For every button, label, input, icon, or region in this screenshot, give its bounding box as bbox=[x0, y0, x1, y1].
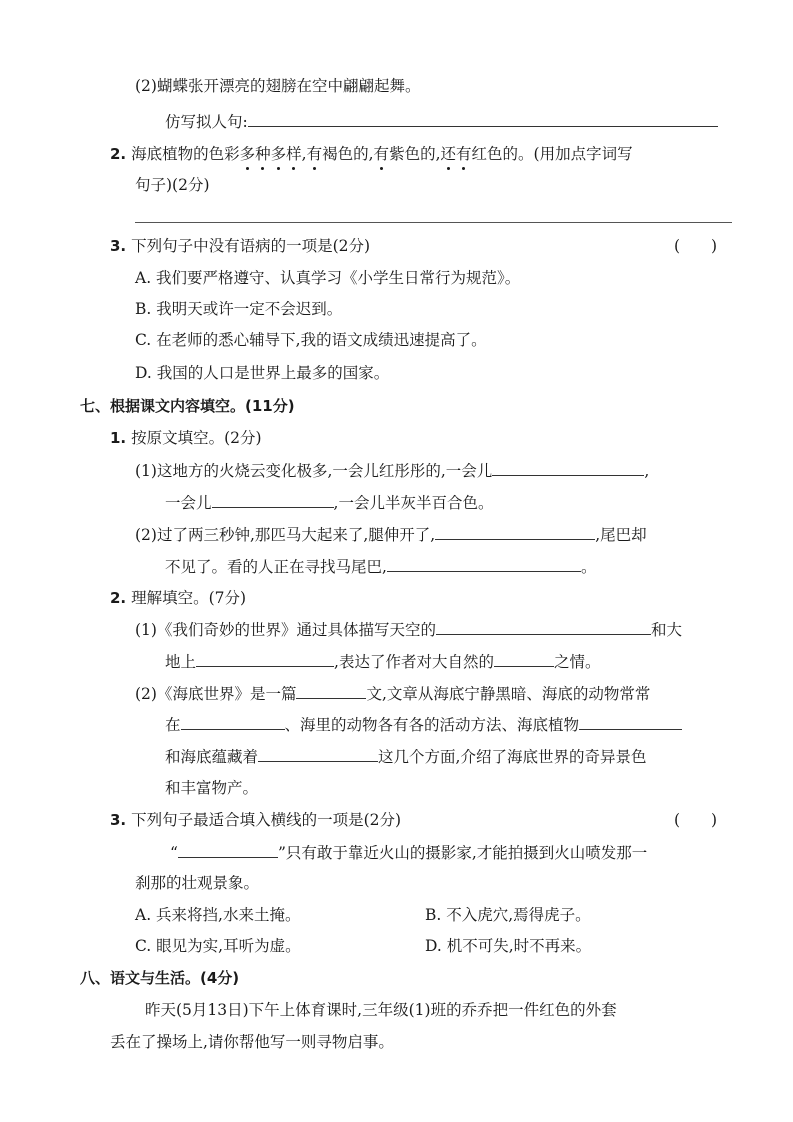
text: 和海底蕴藏着 bbox=[165, 748, 259, 766]
answer-blank[interactable] bbox=[387, 555, 581, 572]
dotted-char: 多 bbox=[270, 145, 287, 163]
answer-blank[interactable] bbox=[579, 713, 682, 730]
dotted-char: 多 bbox=[239, 145, 256, 163]
option-a: A. 我们要严格遵守、认真学习《小学生日常行为规范》。 bbox=[135, 269, 521, 287]
option-d: D. 机不可失,时不再来。 bbox=[425, 937, 592, 955]
text: ,一会儿半灰半百合色。 bbox=[333, 494, 494, 512]
s7-q2-2-line4: 和丰富物产。 bbox=[165, 779, 259, 797]
s6-q3-title bbox=[110, 235, 370, 257]
answer-blank[interactable] bbox=[248, 110, 718, 127]
answer-blank[interactable] bbox=[181, 713, 285, 730]
answer-paren[interactable]: ( ) bbox=[674, 811, 718, 829]
question-number: 1. bbox=[110, 429, 127, 447]
section-8-title: 八、语文与生活。(4分) bbox=[80, 969, 240, 987]
question-number: 3. bbox=[110, 237, 127, 255]
s7-q2-1-line2 bbox=[165, 650, 600, 673]
question-number: 2. bbox=[110, 145, 127, 163]
answer-paren[interactable]: ( ) bbox=[674, 237, 718, 255]
text: 之情。 bbox=[553, 653, 601, 671]
text: 、海里的动物各有各的活动方法、海底植物 bbox=[284, 716, 580, 734]
text: 在 bbox=[165, 716, 181, 734]
text: 文,文章从海底宁静黑暗、海底的动物常常 bbox=[366, 685, 651, 703]
s7-q2-2-line1 bbox=[135, 682, 650, 705]
s6-q2-line1 bbox=[110, 143, 633, 165]
text: 不见了。看的人正在寻找马尾巴, bbox=[165, 558, 387, 576]
answer-blank[interactable] bbox=[196, 650, 334, 667]
text: ,表达了作者对大自然的 bbox=[334, 653, 494, 671]
option-a: A. 兵来将挡,水来土掩。 bbox=[135, 906, 301, 924]
dotted-char: 样 bbox=[286, 145, 302, 163]
q2-text-e: 红色的。(用加点字词写 bbox=[471, 145, 633, 163]
prompt-label: 仿写拟人句: bbox=[165, 113, 248, 131]
text: 这几个方面,介绍了海底世界的奇异景色 bbox=[378, 748, 647, 766]
text: 地上 bbox=[165, 653, 197, 671]
text: (2)《海底世界》是一篇 bbox=[135, 685, 297, 703]
s6-q1-2-prompt bbox=[165, 110, 718, 133]
answer-blank[interactable] bbox=[212, 491, 334, 508]
text: (2)过了两三秒钟,那匹马大起来了,腿伸开了, bbox=[135, 526, 436, 544]
option-b: B. 不入虎穴,焉得虎子。 bbox=[425, 906, 591, 924]
text: (1)这地方的火烧云变化极多,一会儿红彤彤的,一会儿 bbox=[135, 462, 493, 480]
q2-text-c: 褐色的, bbox=[322, 145, 374, 163]
q2-text-d: 紫色的, bbox=[389, 145, 441, 163]
text: 一会儿 bbox=[165, 494, 212, 512]
dotted-char: 有 bbox=[373, 145, 390, 163]
option-c: C. 在老师的悉心辅导下,我的语文成绩迅速提高了。 bbox=[135, 331, 487, 349]
option-b: B. 我明天或许一定不会迟到。 bbox=[135, 300, 343, 318]
s8-paragraph-line1: 昨天(5月13日)下午上体育课时,三年级(1)班的乔乔把一件红色的外套 bbox=[145, 1001, 617, 1019]
text: 。 bbox=[580, 558, 597, 576]
text: 和大 bbox=[650, 621, 682, 639]
question-text: 理解填空。(7分) bbox=[131, 589, 247, 607]
option-d: D. 我国的人口是世界上最多的国家。 bbox=[135, 364, 390, 382]
s7-q2-2-line2 bbox=[165, 713, 682, 736]
answer-line[interactable] bbox=[135, 222, 732, 223]
answer-blank[interactable] bbox=[178, 841, 278, 858]
question-text: 下列句子中没有语病的一项是(2分) bbox=[131, 237, 371, 255]
answer-blank[interactable] bbox=[494, 650, 554, 667]
question-text: 下列句子最适合填入横线的一项是(2分) bbox=[131, 811, 402, 829]
text: ,尾巴却 bbox=[595, 526, 647, 544]
text: (1)《我们奇妙的世界》通过具体描写天空的 bbox=[135, 621, 436, 639]
q2-text-b: , bbox=[301, 145, 307, 163]
s7-q2-2-line3 bbox=[165, 745, 646, 768]
s7-q3-title bbox=[110, 809, 401, 831]
s7-q2-1-line1 bbox=[135, 618, 682, 641]
dotted-char: 种 bbox=[255, 145, 271, 163]
answer-blank[interactable] bbox=[258, 745, 378, 762]
dotted-char: 有 bbox=[456, 145, 472, 163]
s6-q1-2-sentence: (2)蝴蝶张开漂亮的翅膀在空中翩翩起舞。 bbox=[135, 77, 421, 95]
s8-paragraph-line2: 丢在了操场上,请你帮他写一则寻物启事。 bbox=[110, 1033, 394, 1051]
answer-blank[interactable] bbox=[492, 459, 644, 476]
question-number: 2. bbox=[110, 589, 127, 607]
s7-q3-sentence-line1 bbox=[170, 841, 647, 864]
option-c: C. 眼见为实,耳听为虚。 bbox=[135, 937, 301, 955]
s7-q1-title bbox=[110, 427, 262, 449]
s7-q1-2-line1 bbox=[135, 523, 647, 546]
answer-blank[interactable] bbox=[435, 523, 595, 540]
dotted-char: 还 bbox=[440, 145, 457, 163]
s7-q3-sentence-line2: 刹那的壮观景象。 bbox=[135, 874, 260, 892]
s7-q1-1-line2 bbox=[165, 491, 493, 514]
s7-q1-2-line2 bbox=[165, 555, 596, 578]
question-text: 按原文填空。(2分) bbox=[131, 429, 262, 447]
q2-text-a: 海底植物的色彩 bbox=[131, 145, 240, 163]
answer-blank[interactable] bbox=[296, 682, 366, 699]
s7-q1-1-line1 bbox=[135, 459, 649, 482]
question-number: 3. bbox=[110, 811, 127, 829]
text: , bbox=[644, 462, 650, 480]
text: ”只有敢于靠近火山的摄影家,才能拍摄到火山喷发那一 bbox=[277, 844, 648, 862]
text: “ bbox=[170, 844, 178, 862]
dotted-char: 有 bbox=[306, 145, 323, 163]
s7-q2-title bbox=[110, 587, 246, 609]
section-7-title: 七、根据课文内容填空。(11分) bbox=[80, 397, 295, 415]
answer-blank[interactable] bbox=[436, 618, 651, 635]
s6-q2-line2: 句子)(2分) bbox=[135, 176, 210, 194]
